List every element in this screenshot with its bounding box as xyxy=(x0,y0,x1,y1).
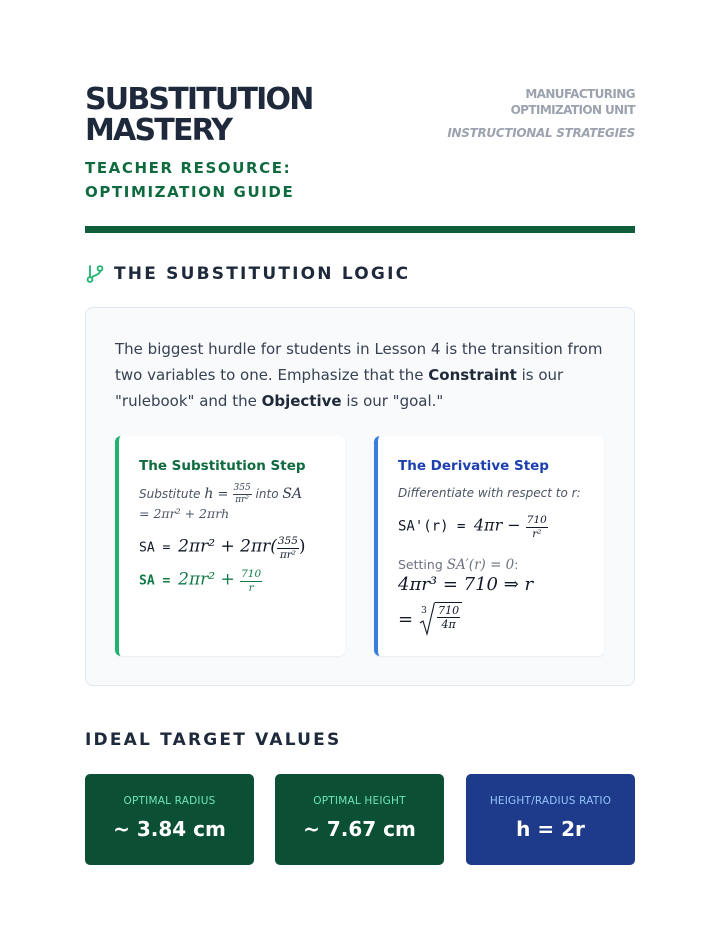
target-card-radius xyxy=(85,774,254,865)
substitute-prefix: Substitute xyxy=(139,487,205,501)
note-equals: = xyxy=(213,487,233,502)
derivative-fraction-numerator: 710 xyxy=(526,514,547,526)
intro-text-3: is our "goal." xyxy=(341,392,444,410)
logic-section-title: THE SUBSTITUTION LOGIC xyxy=(114,264,411,284)
intro-bold-objective: Objective xyxy=(261,392,342,410)
sa-fraction-numerator: 355 xyxy=(277,535,298,547)
note-fraction-numerator: 355 xyxy=(233,483,251,493)
target-card-ratio xyxy=(466,774,635,865)
page-title xyxy=(85,84,435,146)
target-label: HEIGHT/RADIUS RATIO xyxy=(489,795,612,807)
cubic-equation: 4πr³ = 710 ⇒ r xyxy=(398,574,534,595)
root-index: 3 xyxy=(421,606,427,616)
derivative-expression: 4πr − xyxy=(473,515,526,535)
sa-fraction xyxy=(277,536,299,560)
derivative-note: Differentiate with respect to r: xyxy=(398,486,581,500)
target-value: ~ 7.67 cm xyxy=(303,817,416,841)
note-fraction-denominator: πr² xyxy=(235,495,250,505)
substitution-equation xyxy=(139,536,306,560)
sa-equals: = xyxy=(154,540,179,556)
note-fraction xyxy=(233,484,252,505)
page-subtitle: TEACHER RESOURCE: OPTIMIZATION GUIDE xyxy=(85,159,295,201)
simplified-equation xyxy=(139,569,262,593)
sa-equals-simplified: = xyxy=(154,573,179,589)
setting-math: SA′(r) = 0 xyxy=(446,557,515,573)
simplified-fraction-denominator: r xyxy=(248,581,254,594)
derivative-equation xyxy=(398,515,548,539)
logic-card xyxy=(85,307,635,686)
target-label: OPTIMAL RADIUS xyxy=(123,795,216,807)
derivative-label: SA'(r) xyxy=(398,518,449,535)
substitution-step-title: The Substitution Step xyxy=(139,458,306,474)
sa-expression: 2πr² + 2πr( xyxy=(178,536,277,557)
title-block xyxy=(85,84,435,204)
root-equals: = xyxy=(398,608,414,630)
intro-paragraph xyxy=(115,336,615,414)
unit-label: MANUFACTURING OPTIMIZATION UNIT xyxy=(510,87,635,117)
target-value: h = 2r xyxy=(516,817,585,841)
derivative-fraction xyxy=(526,515,548,539)
simplified-expression: 2πr² + xyxy=(178,569,241,590)
intro-bold-constraint: Constraint xyxy=(428,366,517,384)
substitution-note-line2: = 2πr² + 2πrh xyxy=(139,506,230,521)
root-equation xyxy=(398,602,462,636)
header xyxy=(85,84,635,234)
intro-text-1: The biggest hurdle for students in Lesson 4 is the transition from two variables to one. Emphasize that the xyxy=(115,340,603,384)
simplified-fraction xyxy=(240,569,262,593)
derivative-step-card xyxy=(374,436,604,656)
meta-block xyxy=(435,86,635,141)
cube-root xyxy=(419,602,462,636)
sa-fraction-denominator: πr² xyxy=(279,548,296,561)
header-divider xyxy=(85,226,635,233)
target-label: OPTIMAL HEIGHT xyxy=(313,795,406,807)
logic-section-heading xyxy=(85,262,410,286)
derivative-fraction-denominator: r² xyxy=(532,527,542,540)
target-value: ~ 3.84 cm xyxy=(113,817,226,841)
title-line-2: MASTERY xyxy=(85,113,232,148)
derivative-step-title: The Derivative Step xyxy=(398,458,549,474)
setting-colon: : xyxy=(514,557,519,572)
sa-label: SA xyxy=(139,540,155,556)
simplified-fraction-numerator: 710 xyxy=(241,568,262,580)
substitution-step-card xyxy=(115,436,345,656)
intro-text-2: is our "rulebook" and the xyxy=(115,366,564,410)
note-into: into xyxy=(251,487,283,501)
note-sa-var: SA xyxy=(282,486,303,502)
target-card-height xyxy=(275,774,444,865)
substitution-note xyxy=(139,484,339,505)
derivative-equals: = xyxy=(448,518,474,535)
setting-text: Setting xyxy=(398,557,447,572)
sa-close-paren: ) xyxy=(298,536,306,557)
setting-line xyxy=(398,557,519,573)
targets-heading: IDEAL TARGET VALUES xyxy=(85,730,342,750)
note-h-var: h xyxy=(204,486,214,502)
strategy-label: INSTRUCTIONAL STRATEGIES xyxy=(447,126,635,140)
radicand xyxy=(435,602,462,636)
radicand-numerator: 710 xyxy=(438,604,460,617)
radicand-fraction xyxy=(437,605,460,630)
sa-label-simplified: SA xyxy=(139,573,155,589)
title-line-1: SUBSTITUTION xyxy=(85,82,313,117)
branch-icon xyxy=(85,264,105,284)
radicand-denominator: 4π xyxy=(441,618,456,631)
